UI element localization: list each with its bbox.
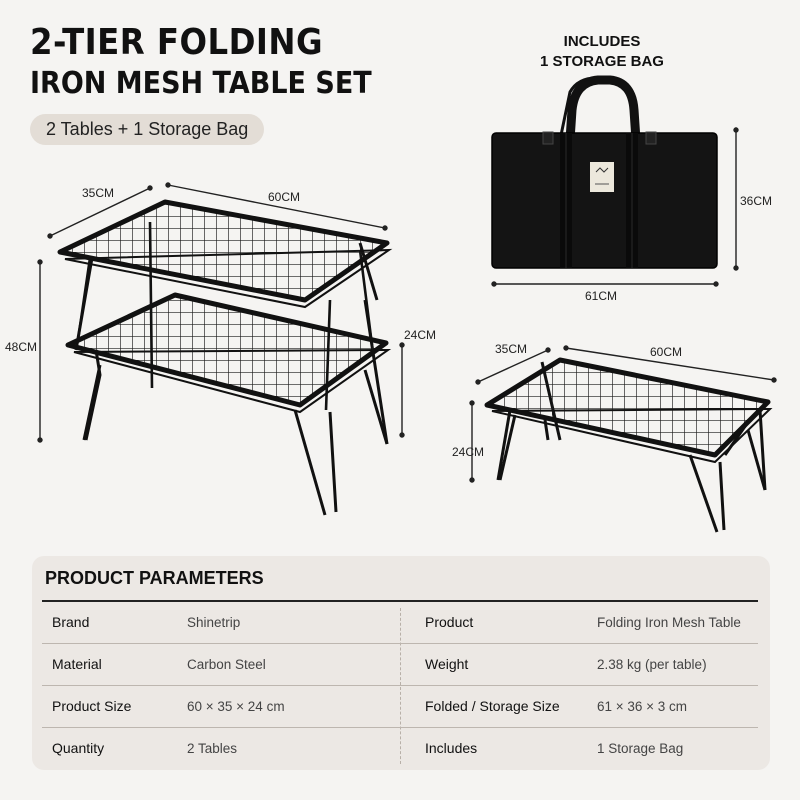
table-row <box>42 728 758 769</box>
param-label: Folded / Storage Size <box>425 698 560 714</box>
bag-callout-line-1: INCLUDES <box>563 33 641 50</box>
param-label: Product <box>425 614 474 630</box>
param-value: 60 × 35 × 24 cm <box>187 699 285 714</box>
dim-stack-tier-height: 24CM <box>404 328 437 342</box>
param-label: Weight <box>425 656 469 672</box>
upper-tier-top <box>60 202 389 307</box>
title-line-2: IRON MESH TABLE SET <box>30 66 372 101</box>
dim-single-width: 60CM <box>650 345 683 359</box>
param-value: Folding Iron Mesh Table <box>597 615 741 630</box>
bag-callout-line-2: 1 STORAGE BAG <box>540 53 664 70</box>
param-value: Carbon Steel <box>187 657 266 672</box>
dim-single-height: 24CM <box>452 445 485 459</box>
param-value: 2 Tables <box>187 741 238 756</box>
dim-stack-height: 48CM <box>5 340 38 354</box>
param-value: 2.38 kg (per table) <box>597 657 707 672</box>
param-label: Material <box>52 656 102 672</box>
param-value: Shinetrip <box>187 615 241 630</box>
dim-bag-height: 36CM <box>740 194 773 208</box>
title-line-1: 2-TIER FOLDING <box>30 22 324 63</box>
dim-bag-width: 61CM <box>585 289 618 303</box>
contents-pill: 2 Tables + 1 Storage Bag <box>30 114 264 145</box>
product-parameters-panel <box>32 556 770 770</box>
table-row <box>42 686 758 728</box>
param-value: 1 Storage Bag <box>597 741 684 756</box>
param-value: 61 × 36 × 3 cm <box>597 699 688 714</box>
param-label: Includes <box>425 740 478 756</box>
table-row <box>42 602 758 644</box>
param-label: Product Size <box>52 698 132 714</box>
storage-bag-image <box>492 78 738 286</box>
single-table-image <box>470 346 776 532</box>
dim-stack-width: 60CM <box>268 190 301 204</box>
dim-single-depth: 35CM <box>495 342 528 356</box>
params-title: PRODUCT PARAMETERS <box>45 568 264 588</box>
params-table <box>42 602 758 769</box>
param-label: Brand <box>52 614 90 630</box>
lower-tier-top <box>68 295 388 412</box>
param-label: Quantity <box>52 740 105 756</box>
table-row <box>42 644 758 686</box>
dim-stack-depth: 35CM <box>82 186 115 200</box>
stacked-tables-image <box>38 183 404 515</box>
